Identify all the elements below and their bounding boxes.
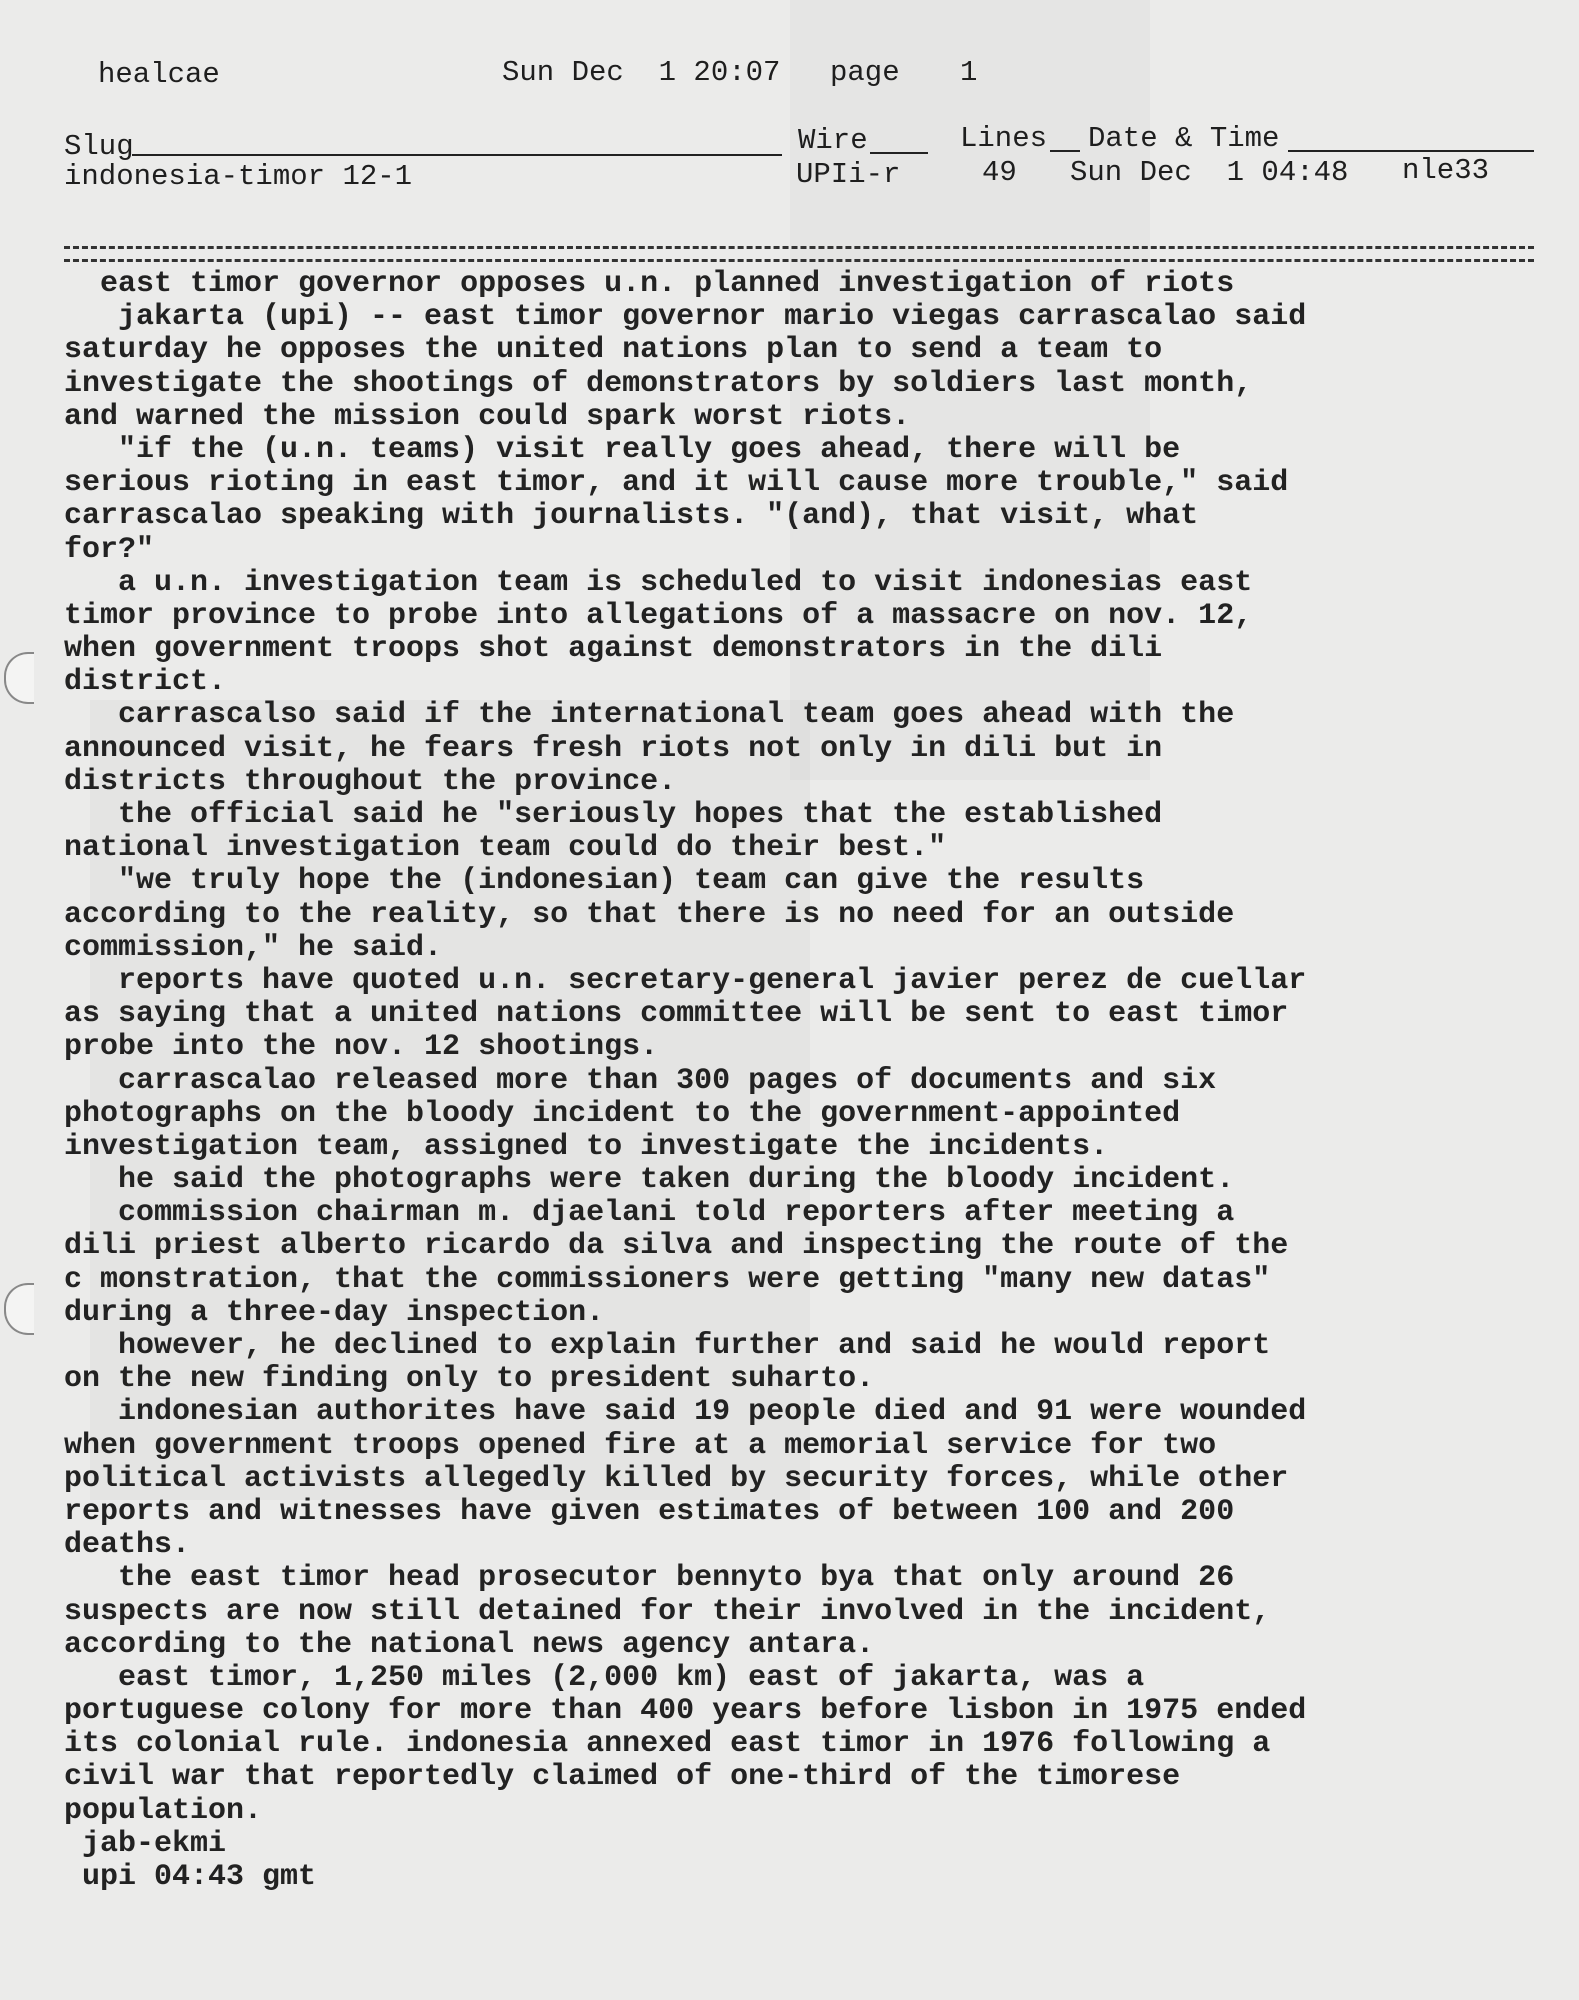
story-line: according to the national news agency antara. (64, 1627, 875, 1662)
story-line: when government troops opened fire at a memorial service for two (64, 1428, 1217, 1463)
story-line: east timor, 1,250 miles (2,000 km) east of jakarta, was a (64, 1660, 1145, 1695)
story-line: political activists allegedly killed by security forces, while other (64, 1461, 1289, 1496)
story-line: on the new finding only to president suharto. (64, 1362, 875, 1397)
record-wire: UPIi-r (796, 158, 901, 191)
story-line: reports and witnesses have given estimates of between 100 and 200 (64, 1494, 1235, 1529)
story-line: announced visit, he fears fresh riots not only in dili but in (64, 731, 1163, 766)
story-line: he said the photographs were taken during the bloody incident. (64, 1163, 1235, 1198)
story-line: dili priest alberto ricardo da silva and inspecting the route of the (64, 1229, 1289, 1264)
story-line: reports have quoted u.n. secretary-general javier perez de cuellar (64, 963, 1307, 998)
story-line: carrascalao released more than 300 pages of documents and six (64, 1063, 1217, 1098)
header-separator (64, 246, 1534, 262)
wire-label: Wire (798, 124, 868, 157)
story-line: upi 04:43 gmt (64, 1860, 317, 1894)
story-line: probe into the nov. 12 shootings. (64, 1030, 659, 1065)
binder-hole (4, 1283, 34, 1335)
story-line: c monstration, that the commissioners were getting "many new datas" (64, 1262, 1271, 1297)
story-line: carrascalao speaking with journalists. "(and), that visit, what (64, 499, 1199, 534)
story-line: however, he declined to explain further and said he would report (64, 1329, 1271, 1363)
story-line: the official said he "seriously hopes that the established (64, 798, 1163, 832)
record-datetime: Sun Dec 1 04:48 (1070, 156, 1349, 189)
story-line: districts throughout the province. (64, 764, 677, 799)
story-line: indonesian authorites have said 19 people died and 91 were wounded (64, 1395, 1307, 1430)
story-line: serious rioting in east timor, and it will cause more trouble," said (64, 466, 1289, 501)
lines-label: Lines (960, 122, 1048, 155)
story-line: portuguese colony for more than 400 years before lisbon in 1975 ended (64, 1694, 1307, 1729)
header-page-label: page (830, 56, 900, 89)
story-line: investigate the shootings of demonstrators by soldiers last month, (64, 366, 1253, 401)
story-line: the east timor head prosecutor bennyto bya that only around 26 (64, 1561, 1235, 1596)
slug-rule (132, 154, 782, 156)
story-line: deaths. (64, 1528, 191, 1563)
lines-rule (1050, 150, 1080, 152)
story-body (64, 268, 1544, 1894)
story-line: commission chairman m. djaelani told reporters after meeting a (64, 1196, 1235, 1231)
story-line: timor province to probe into allegations of a massacre on nov. 12, (64, 598, 1253, 633)
story-line: "if the (u.n. teams) visit really goes ahead, there will be (64, 432, 1181, 467)
record-lines: 49 (982, 156, 1017, 189)
record-slug: indonesia-timor 12-1 (64, 160, 413, 193)
story-line: jakarta (upi) -- east timor governor mario viegas carrascalao said (64, 300, 1307, 335)
slug-label: Slug (64, 130, 134, 163)
story-line: investigation team, assigned to investigate the incidents. (64, 1129, 1109, 1164)
story-line: jab-ekmi (64, 1826, 227, 1861)
story-line: photographs on the bloody incident to the government-appointed (64, 1096, 1181, 1131)
story-line: when government troops shot against demonstrators in the dili (64, 632, 1163, 667)
story-line: east timor governor opposes u.n. planned investigation of riots (64, 267, 1235, 301)
datetime-label: Date & Time (1088, 122, 1280, 155)
story-line: district. (64, 665, 227, 700)
story-line: suspects are now still detained for their involved in the incident, (64, 1594, 1271, 1629)
story-line: for?" (64, 532, 155, 567)
story-line: during a three-day inspection. (64, 1295, 605, 1330)
story-line: and warned the mission could spark worst riots. (64, 399, 911, 434)
wire-rule (870, 152, 928, 154)
story-line: carrascalso said if the international team goes ahead with the (64, 698, 1235, 733)
datetime-rule (1288, 150, 1534, 152)
story-line: as saying that a united nations committee will be sent to east timor (64, 997, 1289, 1032)
story-line: commission," he said. (64, 930, 443, 965)
story-line: national investigation team could do their best." (64, 831, 947, 866)
header-user: healcae (98, 58, 220, 91)
binder-hole (4, 652, 34, 704)
header-printed-date: Sun Dec 1 20:07 (502, 56, 781, 89)
story-line: according to the reality, so that there is no need for an outside (64, 897, 1235, 932)
story-line: its colonial rule. indonesia annexed east timor in 1976 following a (64, 1727, 1271, 1762)
story-line: a u.n. investigation team is scheduled to visit indonesias east (64, 565, 1253, 600)
story-line: "we truly hope the (indonesian) team can give the results (64, 864, 1145, 899)
story-line: population. (64, 1793, 263, 1828)
header-page-number: 1 (960, 56, 978, 89)
story-line: saturday he opposes the united nations plan to send a team to (64, 333, 1163, 368)
story-line: civil war that reportedly claimed of one-third of the timorese (64, 1760, 1181, 1795)
record-id: nle33 (1402, 154, 1490, 187)
